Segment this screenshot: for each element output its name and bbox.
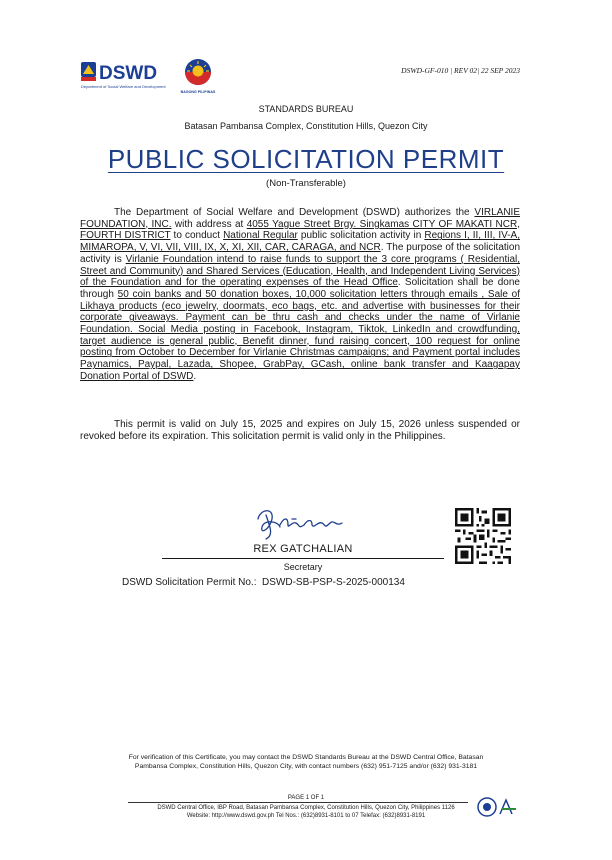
- solicitation-scope: National Regular: [223, 230, 298, 242]
- permit-number-value: DSWD-SB-PSP-S-2025-000134: [262, 577, 405, 588]
- iso-certification-icon: [476, 794, 524, 820]
- qr-code-icon: [455, 508, 511, 564]
- solicitation-regions: Regions I, II, III, IV-A, MIMAROPA, V, VI, VII, VIII, IX, X, XI, XII, CAR, CARAGA, and NCR: [80, 230, 521, 254]
- permit-number-label: DSWD Solicitation Permit No.:: [122, 577, 257, 588]
- dswd-emblem-icon: [81, 62, 96, 81]
- signature-icon: [252, 505, 350, 541]
- logo-subtext: Department of Social Welfare and Development: [81, 84, 166, 89]
- authorization-paragraph: The Department of Social Welfare and Development (DSWD) authorizes the VIRLANIE FOUNDATION, INC. with address at 4055 Yague Street Brgy. Singkamas CITY OF MAKATI NCR, FOURTH DISTRICT to conduct National Regular public solicitation activity in Regions I, II, III, IV-A, MIMAROPA, V, VI, VII, VIII, IX, X, XI, XII, CAR, CARAGA, and NCR. The purpose of the solicitation activity is Virlanie Foundation intend to raise funds to support the 3 core programs ( Residential, Street and Community) and Shared Services (Education, Health, and Independent Living Services) of the Foundation and for the operating expenses of the Head Office. Solicitation shall be done through 50 coin banks and 50 donation boxes, 10,000 solicitation letters through emails , Sale of Likhaya products (eco jewelry, doormats, eco bags, etc. and advertise with businesses for their corporate giveaways. Payment can be thru cash and checks under the name of Virlanie Foundation. Social Media posting in Facebook, Instagram, Tiktok, LinkedIn and crowdfunding, target audience is general public, Benefit dinner, fund raising concert, 100 request for online posting from October to December for Virlanie Christmas campaigns; and Payment portal includes Paynamics, Paypal, Lazada, Shopee, GrabPay, GCash, online bank transfer and Kaagapay Donation Portal of DSWD.: [80, 207, 521, 382]
- partner-logo-text: BAGONG PILIPINAS: [180, 90, 216, 94]
- bagong-pilipinas-logo: [180, 56, 216, 96]
- footer-address-line: DSWD Central Office, IBP Road, Batasan Pambansa Complex, Constitution Hills, Quezon City, Philippines 1126: [157, 805, 455, 811]
- validity-paragraph: This permit is valid on July 15, 2025 and expires on July 15, 2026 unless suspended or revoked before its expiration. This solicitation permit is valid only in the Philippines.: [80, 419, 520, 442]
- footer-contact-line: Website: http://www.dswd.gov.ph Tel Nos.: (632)8931-8101 to 07 Telefax: (632)8931-8191: [186, 813, 426, 819]
- page-indicator: PAGE 1 OF 1: [287, 795, 325, 801]
- signature-line: [162, 558, 444, 559]
- document-reference: DSWD-GF-010 | REV 02| 22 SEP 2023: [401, 66, 520, 75]
- bureau-name: STANDARDS BUREAU: [258, 104, 354, 114]
- signatory-name: REX GATCHALIAN: [253, 543, 353, 555]
- permit-number: [122, 577, 405, 588]
- verification-note: For verification of this Certificate, you may contact the DSWD Standards Bureau at the DSWD Central Office, Batasan Pambansa Complex, Constitution Hills, Quezon City, with contact numbers (632) 951-7125 and/or (632) 931-3181: [128, 754, 484, 770]
- solicitation-purpose: Virlanie Foundation intend to raise funds to support the 3 core programs ( Residential, Street and Community) and Shared Services (Education, Health, and Independent Living Services) of the Foundation and for the operating expenses of the Head Office: [80, 253, 521, 289]
- signatory-title: Secretary: [283, 562, 323, 572]
- solicitation-methods: 50 coin banks and 50 donation boxes, 10,000 solicitation letters through emails , Sale of Likhaya products (eco jewelry, doormats, eco bags, etc. and advertise with businesses for their corporate giveaways. Payment can be thru cash and checks under the name of Virlanie Foundation. Social Media posting in Facebook, Instagram, Tiktok, LinkedIn and crowdfunding, target audience is general public, Benefit dinner, fund raising concert, 100 request for online posting from October to December for Virlanie Christmas campaigns; and Payment portal includes Paynamics, Paypal, Lazada, Shopee, GrabPay, GCash, online bank transfer and Kaagapay Donation Portal of DSWD: [80, 288, 520, 382]
- permit-title: PUBLIC SOLICITATION PERMIT: [107, 144, 505, 174]
- logo-wordmark: DSWD: [99, 63, 158, 84]
- footer-divider: [128, 802, 468, 803]
- sun-emblem-icon: [185, 59, 211, 85]
- organization-name: VIRLANIE FOUNDATION, INC.: [80, 207, 520, 230]
- permit-subtitle: (Non-Transferable): [266, 178, 346, 189]
- dswd-logo: [80, 58, 180, 92]
- organization-address: 4055 Yague Street Brgy. Singkamas CITY OF MAKATI NCR, FOURTH DISTRICT: [80, 218, 521, 242]
- bureau-address: Batasan Pambansa Complex, Constitution Hills, Quezon City: [184, 121, 428, 131]
